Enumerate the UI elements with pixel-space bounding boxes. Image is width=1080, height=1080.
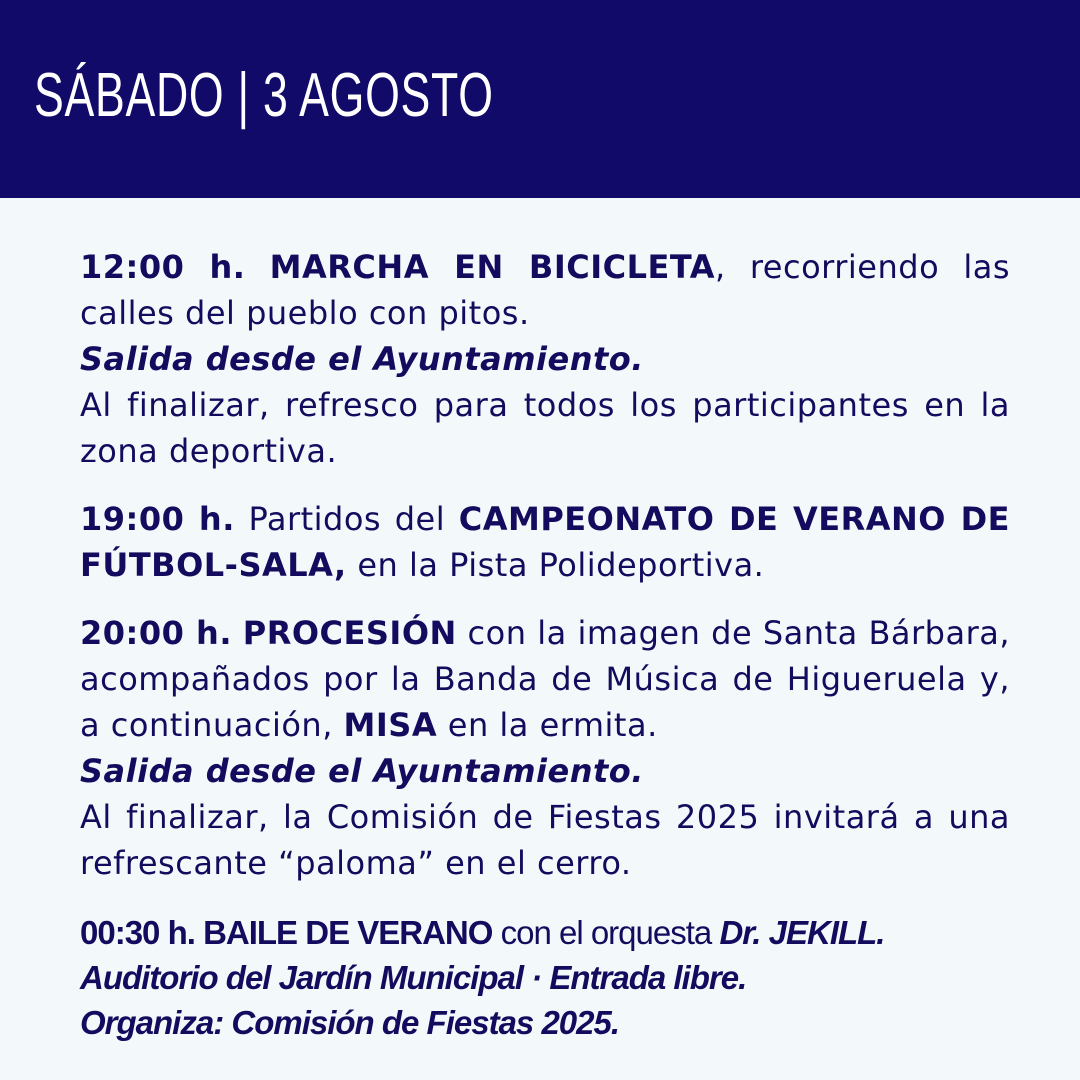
event-text: con el orquesta <box>492 914 720 951</box>
event-title: CAMPEONATO DE VERANO DE FÚTBOL-SALA, <box>80 500 1011 584</box>
event-note: Al finalizar, refresco para todos los participantes en la zona deportiva. <box>80 386 1010 470</box>
event-note: Al finalizar, la Comisión de Fiestas 2025 invitará a una refrescante “paloma” en el cerro. <box>80 798 1010 882</box>
header-banner <box>0 0 1080 198</box>
event-text: Partidos del <box>234 500 459 538</box>
event-organizer: Organiza: Comisión de Fiestas 2025. <box>80 1004 620 1041</box>
event-description <box>80 244 1010 336</box>
event-departure: Salida desde el Ayuntamiento. <box>80 752 644 790</box>
event-futsal <box>80 496 1010 588</box>
event-title: PROCESIÓN <box>242 614 457 652</box>
event-title: MARCHA EN BICICLETA <box>269 248 715 286</box>
event-time: 12:00 h. <box>80 248 246 286</box>
event-time: 19:00 h. <box>80 500 235 538</box>
event-summer-dance <box>80 910 1020 1045</box>
event-text: en la ermita. <box>437 706 658 744</box>
event-description <box>80 496 1010 588</box>
event-text: , recorriendo las calles del pueblo con pitos. <box>80 248 1011 332</box>
event-time: 20:00 h. <box>80 614 232 652</box>
event-procession <box>80 610 1010 886</box>
event-description <box>80 910 1020 955</box>
event-text: en la Pista Polideportiva. <box>346 546 765 584</box>
event-text: con la imagen de Santa Bárbara, acompañados por la Banda de Música de Higueruela y, a continuación, <box>80 614 1011 744</box>
event-title-mass: MISA <box>343 706 438 744</box>
event-description <box>80 610 1010 748</box>
event-band: Dr. JEKILL. <box>719 914 885 951</box>
page-title: SÁBADO | 3 AGOSTO <box>34 61 494 130</box>
event-venue: Auditorio del Jardín Municipal · Entrada libre. <box>80 959 747 996</box>
event-list <box>80 244 1010 908</box>
event-bike-ride <box>80 244 1010 474</box>
event-departure: Salida desde el Ayuntamiento. <box>80 340 644 378</box>
event-title: 00:30 h. BAILE DE VERANO <box>80 914 493 951</box>
